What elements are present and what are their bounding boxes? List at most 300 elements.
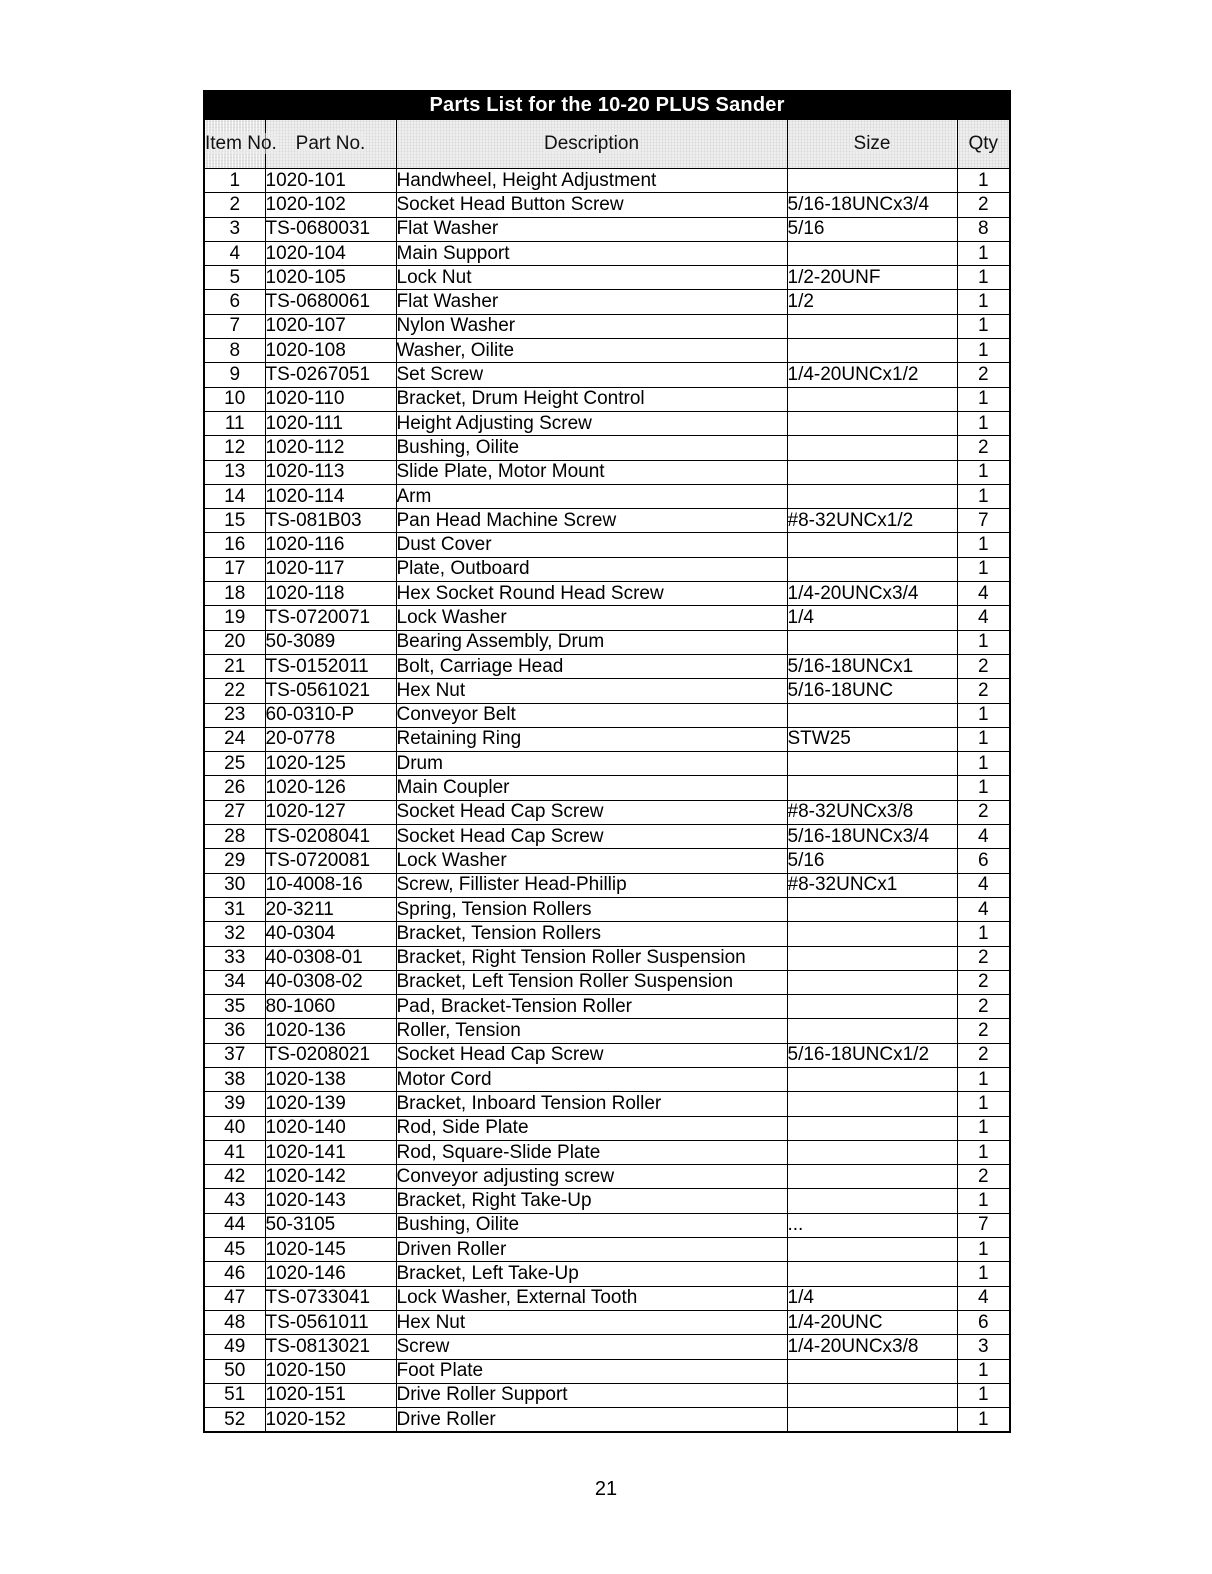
size-cell: ... xyxy=(787,1213,957,1237)
description-cell: Bushing, Oilite xyxy=(396,436,787,460)
item-no-cell: 37 xyxy=(204,1043,265,1067)
part-no-cell: 40-0304 xyxy=(265,922,396,946)
size-cell: 5/16-18UNCx1 xyxy=(787,654,957,678)
part-no-cell: 50-3089 xyxy=(265,630,396,654)
part-no-cell: 1020-146 xyxy=(265,1262,396,1286)
description-cell: Pad, Bracket-Tension Roller xyxy=(396,995,787,1019)
qty-cell: 4 xyxy=(957,897,1010,921)
qty-cell: 2 xyxy=(957,970,1010,994)
table-row xyxy=(204,1067,1010,1091)
item-no-cell: 29 xyxy=(204,849,265,873)
qty-cell: 1 xyxy=(957,290,1010,314)
item-no-cell: 20 xyxy=(204,630,265,654)
part-no-cell: 1020-107 xyxy=(265,314,396,338)
table-row xyxy=(204,1310,1010,1334)
description-cell: Drive Roller xyxy=(396,1408,787,1433)
item-no-cell: 5 xyxy=(204,266,265,290)
size-cell: 5/16-18UNCx3/4 xyxy=(787,193,957,217)
description-cell: Lock Washer, External Tooth xyxy=(396,1286,787,1310)
qty-cell: 2 xyxy=(957,654,1010,678)
size-cell xyxy=(787,752,957,776)
description-cell: Motor Cord xyxy=(396,1067,787,1091)
table-row xyxy=(204,582,1010,606)
item-no-cell: 44 xyxy=(204,1213,265,1237)
description-cell: Flat Washer xyxy=(396,290,787,314)
description-cell: Bracket, Right Take-Up xyxy=(396,1189,787,1213)
header-size: Size xyxy=(787,120,957,169)
size-cell xyxy=(787,1262,957,1286)
size-cell xyxy=(787,387,957,411)
part-no-cell: 1020-140 xyxy=(265,1116,396,1140)
qty-cell: 1 xyxy=(957,484,1010,508)
size-cell xyxy=(787,533,957,557)
table-row xyxy=(204,800,1010,824)
part-no-cell: TS-081B03 xyxy=(265,509,396,533)
table-row xyxy=(204,922,1010,946)
table-row xyxy=(204,241,1010,265)
part-no-cell: 1020-142 xyxy=(265,1165,396,1189)
qty-cell: 2 xyxy=(957,1019,1010,1043)
description-cell: Driven Roller xyxy=(396,1238,787,1262)
size-cell: STW25 xyxy=(787,727,957,751)
item-no-cell: 41 xyxy=(204,1140,265,1164)
item-no-cell: 11 xyxy=(204,411,265,435)
qty-cell: 7 xyxy=(957,1213,1010,1237)
part-no-cell: 1020-145 xyxy=(265,1238,396,1262)
table-row xyxy=(204,460,1010,484)
part-no-cell: 1020-108 xyxy=(265,339,396,363)
size-cell: #8-32UNCx1/2 xyxy=(787,509,957,533)
page-number: 21 xyxy=(594,1478,618,1500)
description-cell: Conveyor adjusting screw xyxy=(396,1165,787,1189)
size-cell: 1/4 xyxy=(787,1286,957,1310)
part-no-cell: 40-0308-01 xyxy=(265,946,396,970)
qty-cell: 1 xyxy=(957,557,1010,581)
qty-cell: 1 xyxy=(957,776,1010,800)
size-cell xyxy=(787,703,957,727)
table-row xyxy=(204,363,1010,387)
item-no-cell: 25 xyxy=(204,752,265,776)
qty-cell: 1 xyxy=(957,1359,1010,1383)
description-cell: Socket Head Cap Screw xyxy=(396,825,787,849)
description-cell: Spring, Tension Rollers xyxy=(396,897,787,921)
part-no-cell: 1020-110 xyxy=(265,387,396,411)
item-no-cell: 32 xyxy=(204,922,265,946)
table-row xyxy=(204,654,1010,678)
item-no-cell: 35 xyxy=(204,995,265,1019)
size-cell xyxy=(787,970,957,994)
size-cell xyxy=(787,460,957,484)
size-cell xyxy=(787,995,957,1019)
size-cell: 5/16 xyxy=(787,849,957,873)
part-no-cell: 1020-116 xyxy=(265,533,396,557)
item-no-cell: 24 xyxy=(204,727,265,751)
description-cell: Roller, Tension xyxy=(396,1019,787,1043)
size-cell xyxy=(787,1092,957,1116)
item-no-cell: 21 xyxy=(204,654,265,678)
part-no-cell: 1020-150 xyxy=(265,1359,396,1383)
item-no-cell: 34 xyxy=(204,970,265,994)
table-row xyxy=(204,727,1010,751)
description-cell: Socket Head Button Screw xyxy=(396,193,787,217)
size-cell: #8-32UNCx3/8 xyxy=(787,800,957,824)
header-item-no: Item No. xyxy=(204,120,265,169)
table-row xyxy=(204,1383,1010,1407)
table-row xyxy=(204,679,1010,703)
size-cell: 1/2-20UNF xyxy=(787,266,957,290)
description-cell: Hex Socket Round Head Screw xyxy=(396,582,787,606)
qty-cell: 1 xyxy=(957,1092,1010,1116)
table-title: Parts List for the 10-20 PLUS Sander xyxy=(204,91,1010,120)
item-no-cell: 38 xyxy=(204,1067,265,1091)
table-row xyxy=(204,436,1010,460)
item-no-cell: 19 xyxy=(204,606,265,630)
item-no-cell: 52 xyxy=(204,1408,265,1433)
table-row xyxy=(204,849,1010,873)
item-no-cell: 6 xyxy=(204,290,265,314)
table-row xyxy=(204,387,1010,411)
description-cell: Lock Washer xyxy=(396,606,787,630)
table-row xyxy=(204,873,1010,897)
part-no-cell: TS-0720081 xyxy=(265,849,396,873)
part-no-cell: 1020-151 xyxy=(265,1383,396,1407)
part-no-cell: 1020-141 xyxy=(265,1140,396,1164)
description-cell: Hex Nut xyxy=(396,1310,787,1334)
item-no-cell: 30 xyxy=(204,873,265,897)
qty-cell: 4 xyxy=(957,825,1010,849)
size-cell: #8-32UNCx1 xyxy=(787,873,957,897)
table-row xyxy=(204,1140,1010,1164)
table-row xyxy=(204,339,1010,363)
qty-cell: 2 xyxy=(957,193,1010,217)
description-cell: Handwheel, Height Adjustment xyxy=(396,169,787,193)
qty-cell: 2 xyxy=(957,995,1010,1019)
item-no-cell: 10 xyxy=(204,387,265,411)
qty-cell: 1 xyxy=(957,533,1010,557)
table-row xyxy=(204,1262,1010,1286)
size-cell xyxy=(787,314,957,338)
table-row xyxy=(204,995,1010,1019)
size-cell xyxy=(787,1238,957,1262)
size-cell xyxy=(787,1067,957,1091)
item-no-cell: 33 xyxy=(204,946,265,970)
item-no-cell: 42 xyxy=(204,1165,265,1189)
header-description: Description xyxy=(396,120,787,169)
description-cell: Socket Head Cap Screw xyxy=(396,1043,787,1067)
table-row xyxy=(204,897,1010,921)
part-no-cell: 1020-113 xyxy=(265,460,396,484)
table-row xyxy=(204,1359,1010,1383)
description-cell: Height Adjusting Screw xyxy=(396,411,787,435)
part-no-cell: 1020-104 xyxy=(265,241,396,265)
size-cell xyxy=(787,241,957,265)
part-no-cell: 1020-136 xyxy=(265,1019,396,1043)
table-row xyxy=(204,703,1010,727)
qty-cell: 1 xyxy=(957,1408,1010,1433)
description-cell: Bracket, Tension Rollers xyxy=(396,922,787,946)
part-no-cell: 1020-126 xyxy=(265,776,396,800)
table-row xyxy=(204,946,1010,970)
size-cell: 1/4-20UNCx1/2 xyxy=(787,363,957,387)
table-row xyxy=(204,266,1010,290)
qty-cell: 6 xyxy=(957,849,1010,873)
qty-cell: 2 xyxy=(957,436,1010,460)
part-no-cell: 1020-138 xyxy=(265,1067,396,1091)
qty-cell: 4 xyxy=(957,582,1010,606)
description-cell: Main Support xyxy=(396,241,787,265)
description-cell: Bearing Assembly, Drum xyxy=(396,630,787,654)
part-no-cell: 1020-118 xyxy=(265,582,396,606)
size-cell xyxy=(787,1408,957,1433)
part-no-cell: 1020-127 xyxy=(265,800,396,824)
table-row xyxy=(204,1286,1010,1310)
item-no-cell: 31 xyxy=(204,897,265,921)
table-row xyxy=(204,1116,1010,1140)
qty-cell: 2 xyxy=(957,1165,1010,1189)
size-cell: 1/4 xyxy=(787,606,957,630)
part-no-cell: 1020-143 xyxy=(265,1189,396,1213)
table-row xyxy=(204,314,1010,338)
qty-cell: 1 xyxy=(957,1383,1010,1407)
item-no-cell: 1 xyxy=(204,169,265,193)
item-no-cell: 28 xyxy=(204,825,265,849)
item-no-cell: 50 xyxy=(204,1359,265,1383)
table-row xyxy=(204,169,1010,193)
item-no-cell: 15 xyxy=(204,509,265,533)
table-row xyxy=(204,484,1010,508)
table-row xyxy=(204,1189,1010,1213)
table-row xyxy=(204,533,1010,557)
table-body xyxy=(204,169,1010,1433)
size-cell: 5/16-18UNCx3/4 xyxy=(787,825,957,849)
item-no-cell: 3 xyxy=(204,217,265,241)
part-no-cell: TS-0561021 xyxy=(265,679,396,703)
qty-cell: 2 xyxy=(957,1043,1010,1067)
item-no-cell: 47 xyxy=(204,1286,265,1310)
description-cell: Arm xyxy=(396,484,787,508)
item-no-cell: 45 xyxy=(204,1238,265,1262)
table-row xyxy=(204,606,1010,630)
description-cell: Socket Head Cap Screw xyxy=(396,800,787,824)
part-no-cell: 60-0310-P xyxy=(265,703,396,727)
item-no-cell: 40 xyxy=(204,1116,265,1140)
description-cell: Bracket, Left Tension Roller Suspension xyxy=(396,970,787,994)
part-no-cell: 1020-105 xyxy=(265,266,396,290)
qty-cell: 4 xyxy=(957,873,1010,897)
table-row xyxy=(204,1043,1010,1067)
description-cell: Main Coupler xyxy=(396,776,787,800)
size-cell: 5/16-18UNC xyxy=(787,679,957,703)
size-cell xyxy=(787,169,957,193)
header-qty: Qty xyxy=(957,120,1010,169)
table-row xyxy=(204,630,1010,654)
item-no-cell: 51 xyxy=(204,1383,265,1407)
description-cell: Bushing, Oilite xyxy=(396,1213,787,1237)
table-row xyxy=(204,193,1010,217)
header-part-no: Part No. xyxy=(265,120,396,169)
qty-cell: 1 xyxy=(957,630,1010,654)
description-cell: Bracket, Right Tension Roller Suspension xyxy=(396,946,787,970)
part-no-cell: 1020-101 xyxy=(265,169,396,193)
item-no-cell: 14 xyxy=(204,484,265,508)
item-no-cell: 9 xyxy=(204,363,265,387)
size-cell xyxy=(787,411,957,435)
item-no-cell: 8 xyxy=(204,339,265,363)
size-cell xyxy=(787,1019,957,1043)
description-cell: Set Screw xyxy=(396,363,787,387)
table-row xyxy=(204,752,1010,776)
part-no-cell: TS-0680031 xyxy=(265,217,396,241)
qty-cell: 2 xyxy=(957,946,1010,970)
description-cell: Bracket, Drum Height Control xyxy=(396,387,787,411)
table-row xyxy=(204,1092,1010,1116)
table-row xyxy=(204,1238,1010,1262)
description-cell: Retaining Ring xyxy=(396,727,787,751)
part-no-cell: 50-3105 xyxy=(265,1213,396,1237)
size-cell xyxy=(787,1116,957,1140)
item-no-cell: 49 xyxy=(204,1335,265,1359)
part-no-cell: TS-0733041 xyxy=(265,1286,396,1310)
description-cell: Hex Nut xyxy=(396,679,787,703)
item-no-cell: 43 xyxy=(204,1189,265,1213)
qty-cell: 2 xyxy=(957,800,1010,824)
part-no-cell: TS-0152011 xyxy=(265,654,396,678)
table-title-row xyxy=(204,91,1010,120)
part-no-cell: 1020-114 xyxy=(265,484,396,508)
description-cell: Lock Nut xyxy=(396,266,787,290)
description-cell: Rod, Side Plate xyxy=(396,1116,787,1140)
size-cell: 1/4-20UNC xyxy=(787,1310,957,1334)
table-row xyxy=(204,1335,1010,1359)
size-cell: 1/4-20UNCx3/4 xyxy=(787,582,957,606)
size-cell xyxy=(787,630,957,654)
item-no-cell: 18 xyxy=(204,582,265,606)
description-cell: Foot Plate xyxy=(396,1359,787,1383)
qty-cell: 1 xyxy=(957,169,1010,193)
part-no-cell: TS-0720071 xyxy=(265,606,396,630)
size-cell: 5/16-18UNCx1/2 xyxy=(787,1043,957,1067)
size-cell: 1/2 xyxy=(787,290,957,314)
size-cell xyxy=(787,484,957,508)
part-no-cell: 10-4008-16 xyxy=(265,873,396,897)
qty-cell: 3 xyxy=(957,1335,1010,1359)
description-cell: Rod, Square-Slide Plate xyxy=(396,1140,787,1164)
description-cell: Washer, Oilite xyxy=(396,339,787,363)
item-no-cell: 12 xyxy=(204,436,265,460)
qty-cell: 2 xyxy=(957,363,1010,387)
item-no-cell: 16 xyxy=(204,533,265,557)
qty-cell: 4 xyxy=(957,1286,1010,1310)
part-no-cell: TS-0561011 xyxy=(265,1310,396,1334)
table-row xyxy=(204,217,1010,241)
part-no-cell: TS-0680061 xyxy=(265,290,396,314)
qty-cell: 1 xyxy=(957,411,1010,435)
part-no-cell: TS-0267051 xyxy=(265,363,396,387)
part-no-cell: 1020-112 xyxy=(265,436,396,460)
size-cell xyxy=(787,776,957,800)
part-no-cell: 80-1060 xyxy=(265,995,396,1019)
table-row xyxy=(204,290,1010,314)
qty-cell: 1 xyxy=(957,922,1010,946)
qty-cell: 1 xyxy=(957,460,1010,484)
size-cell xyxy=(787,557,957,581)
item-no-cell: 48 xyxy=(204,1310,265,1334)
qty-cell: 1 xyxy=(957,727,1010,751)
size-cell: 5/16 xyxy=(787,217,957,241)
size-cell xyxy=(787,922,957,946)
item-no-cell: 23 xyxy=(204,703,265,727)
part-no-cell: TS-0208041 xyxy=(265,825,396,849)
part-no-cell: 1020-102 xyxy=(265,193,396,217)
part-no-cell: 1020-125 xyxy=(265,752,396,776)
size-cell xyxy=(787,1359,957,1383)
qty-cell: 1 xyxy=(957,339,1010,363)
qty-cell: 1 xyxy=(957,752,1010,776)
size-cell xyxy=(787,946,957,970)
item-no-cell: 22 xyxy=(204,679,265,703)
qty-cell: 4 xyxy=(957,606,1010,630)
size-cell xyxy=(787,1165,957,1189)
description-cell: Dust Cover xyxy=(396,533,787,557)
qty-cell: 1 xyxy=(957,1140,1010,1164)
size-cell xyxy=(787,1189,957,1213)
part-no-cell: TS-0208021 xyxy=(265,1043,396,1067)
table-row xyxy=(204,1165,1010,1189)
table-row xyxy=(204,1408,1010,1433)
qty-cell: 1 xyxy=(957,703,1010,727)
item-no-cell: 17 xyxy=(204,557,265,581)
description-cell: Drum xyxy=(396,752,787,776)
description-cell: Pan Head Machine Screw xyxy=(396,509,787,533)
table-row xyxy=(204,776,1010,800)
size-cell xyxy=(787,339,957,363)
description-cell: Screw xyxy=(396,1335,787,1359)
qty-cell: 1 xyxy=(957,387,1010,411)
size-cell xyxy=(787,897,957,921)
qty-cell: 1 xyxy=(957,266,1010,290)
qty-cell: 2 xyxy=(957,679,1010,703)
part-no-cell: 1020-152 xyxy=(265,1408,396,1433)
parts-list-table xyxy=(203,90,1011,1433)
qty-cell: 7 xyxy=(957,509,1010,533)
table-row xyxy=(204,1213,1010,1237)
table-row xyxy=(204,557,1010,581)
item-no-cell: 26 xyxy=(204,776,265,800)
table-header-row xyxy=(204,120,1010,169)
qty-cell: 1 xyxy=(957,1116,1010,1140)
description-cell: Slide Plate, Motor Mount xyxy=(396,460,787,484)
qty-cell: 1 xyxy=(957,1189,1010,1213)
part-no-cell: 40-0308-02 xyxy=(265,970,396,994)
description-cell: Bolt, Carriage Head xyxy=(396,654,787,678)
qty-cell: 8 xyxy=(957,217,1010,241)
table-row xyxy=(204,1019,1010,1043)
qty-cell: 1 xyxy=(957,1067,1010,1091)
part-no-cell: 20-0778 xyxy=(265,727,396,751)
description-cell: Flat Washer xyxy=(396,217,787,241)
description-cell: Lock Washer xyxy=(396,849,787,873)
item-no-cell: 7 xyxy=(204,314,265,338)
item-no-cell: 39 xyxy=(204,1092,265,1116)
description-cell: Conveyor Belt xyxy=(396,703,787,727)
description-cell: Screw, Fillister Head-Phillip xyxy=(396,873,787,897)
part-no-cell: 1020-139 xyxy=(265,1092,396,1116)
item-no-cell: 46 xyxy=(204,1262,265,1286)
description-cell: Plate, Outboard xyxy=(396,557,787,581)
part-no-cell: 1020-117 xyxy=(265,557,396,581)
qty-cell: 1 xyxy=(957,241,1010,265)
item-no-cell: 13 xyxy=(204,460,265,484)
